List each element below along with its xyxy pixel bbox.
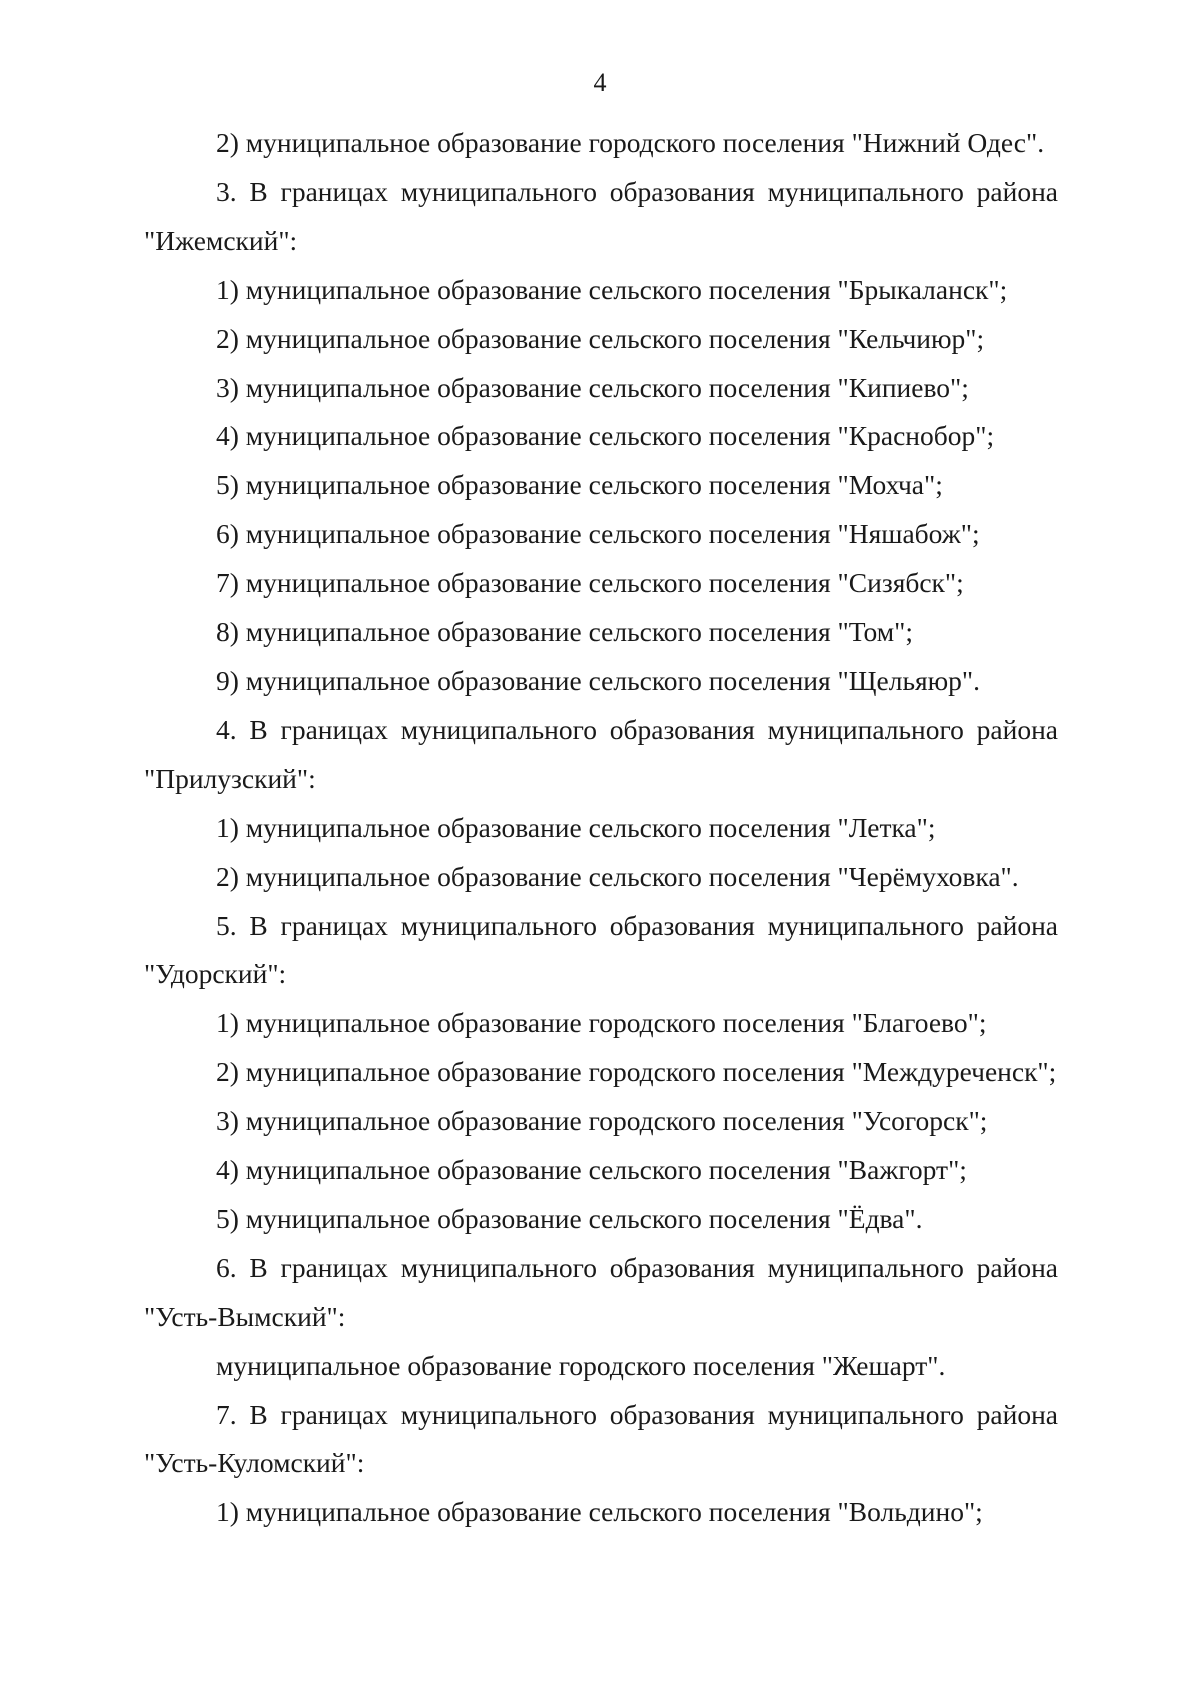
- paragraph: 6) муниципальное образование сельского поселения "Няшабож";: [216, 518, 980, 550]
- paragraph: 9) муниципальное образование сельского поселения "Щельяюр".: [216, 664, 981, 696]
- paragraph: 2) муниципальное образование сельского поселения "Черёмуховка".: [216, 860, 1019, 892]
- paragraph: муниципальное образование городского поселения "Жешарт".: [216, 1349, 946, 1381]
- paragraph: 5. В границах муниципального образования муниципального района "Удорский":: [144, 909, 1058, 990]
- paragraph: 5) муниципальное образование сельского поселения "Ёдва".: [216, 1202, 923, 1234]
- paragraph: 1) муниципальное образование городского поселения "Благоево";: [216, 1007, 987, 1039]
- paragraph: 5) муниципальное образование сельского поселения "Мохча";: [216, 469, 943, 501]
- paragraph: 2) муниципальное образование городского поселения "Междуреченск";: [216, 1056, 1057, 1088]
- paragraph: 1) муниципальное образование сельского поселения "Брыкаланск";: [216, 273, 1008, 305]
- paragraph: 3. В границах муниципального образования муниципального района "Ижемский":: [144, 175, 1058, 256]
- paragraph: 7) муниципальное образование сельского поселения "Сизябск";: [216, 567, 964, 599]
- page-number: 4: [593, 68, 607, 97]
- paragraph: 2) муниципальное образование городского поселения "Нижний Одес".: [216, 127, 1045, 158]
- paragraph: 1) муниципальное образование сельского поселения "Вольдино";: [216, 1496, 983, 1528]
- paragraph: 4) муниципальное образование сельского поселения "Краснобор";: [216, 420, 995, 452]
- paragraph: 6. В границах муниципального образования муниципального района "Усть-Вымский":: [144, 1251, 1058, 1332]
- paragraph: 1) муниципальное образование сельского поселения "Летка";: [216, 811, 936, 843]
- document-body: [144, 119, 1058, 1537]
- paragraph: 3) муниципальное образование городского поселения "Усогорск";: [216, 1105, 988, 1137]
- paragraph: 3) муниципальное образование сельского поселения "Кипиево";: [216, 371, 969, 403]
- paragraph: 7. В границах муниципального образования муниципального района "Усть-Куломский":: [144, 1398, 1058, 1479]
- paragraph: 4) муниципальное образование сельского поселения "Важгорт";: [216, 1154, 967, 1186]
- paragraph: 8) муниципальное образование сельского поселения "Том";: [216, 616, 913, 648]
- paragraph: 4. В границах муниципального образования муниципального района "Прилузский":: [144, 713, 1058, 794]
- paragraph: 2) муниципальное образование сельского поселения "Кельчиюр";: [216, 322, 985, 354]
